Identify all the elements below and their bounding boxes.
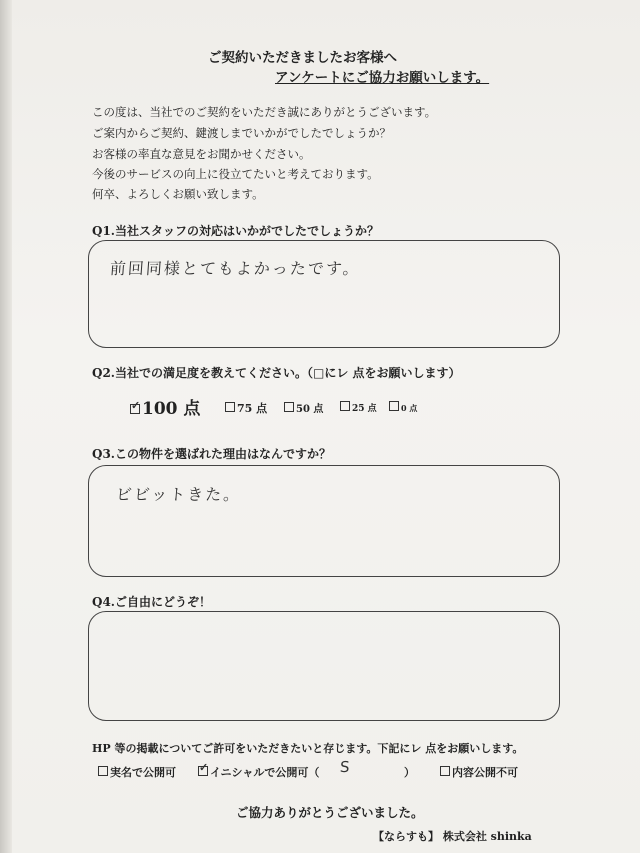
q3-answer: ビビットきた。 [115, 485, 242, 504]
hp-option-initial[interactable]: ✓ イニシャルで公開可（ [198, 764, 319, 780]
q1-answer: 前回同様とてもよかったです。 [109, 259, 362, 278]
intro-line-2: ご案内からご契約、鍵渡しまでいかがでしたでしょうか？ [92, 126, 391, 140]
q2-option-0[interactable]: 0 点 [389, 401, 417, 414]
hp-initial-close-paren: ） [404, 766, 415, 779]
q2-option-25[interactable]: 25 点 [340, 401, 377, 414]
title-line-1: ご契約いただきましたお客様へ [208, 50, 397, 66]
intro-line-1: この度は、当社でのご契約をいただき誠にありがとうございます。 [92, 105, 437, 119]
intro-line-4: 今後のサービスの向上に役立てたいと考えております。 [92, 167, 379, 181]
q2-option-50[interactable]: 50 点 [284, 400, 323, 415]
q2-option-100[interactable]: ✓100 点 [130, 394, 200, 419]
checkbox-icon [284, 402, 294, 412]
checkbox-icon [340, 401, 350, 411]
intro-line-5: 何卒、よろしくお願い致します。 [92, 187, 264, 201]
hp-permission-label: HP 等の掲載についてご許可をいただきたいと存じます。下記にレ 点をお願いします。 [92, 742, 524, 755]
hp-option-private[interactable]: 内容公開不可 [440, 764, 518, 780]
q2-option-75[interactable]: 75 点 [225, 400, 267, 416]
company-name: 【ならすも】 株式会社 shinka [373, 830, 532, 843]
checkbox-icon [225, 402, 235, 412]
q1-label: Q1.当社スタッフの対応はいかがでしたでしょうか？ [92, 224, 379, 238]
q4-label: Q4.ご自由にどうぞ！ [92, 595, 211, 609]
intro-line-3: お客様の率直な意見をお聞かせください。 [92, 147, 311, 161]
checked-checkbox-icon [130, 404, 140, 414]
q4-answer-box[interactable] [88, 611, 560, 721]
checkbox-icon [440, 766, 450, 776]
checkbox-icon [389, 401, 399, 411]
title-line-2: アンケートにご協力お願いします。 [275, 70, 490, 86]
q2-label: Q2.当社での満足度を教えてください。（□にレ 点をお願いします） [92, 366, 461, 380]
hp-option-realname[interactable]: 実名で公開可 [98, 764, 176, 780]
checked-checkbox-icon [198, 766, 208, 776]
checkbox-icon [98, 766, 108, 776]
hp-initial-value: S [339, 758, 353, 776]
page-edge-shadow [0, 0, 12, 853]
thanks-text: ご協力ありがとうございました。 [236, 805, 424, 820]
q3-label: Q3.この物件を選ばれた理由はなんですか？ [92, 447, 331, 461]
